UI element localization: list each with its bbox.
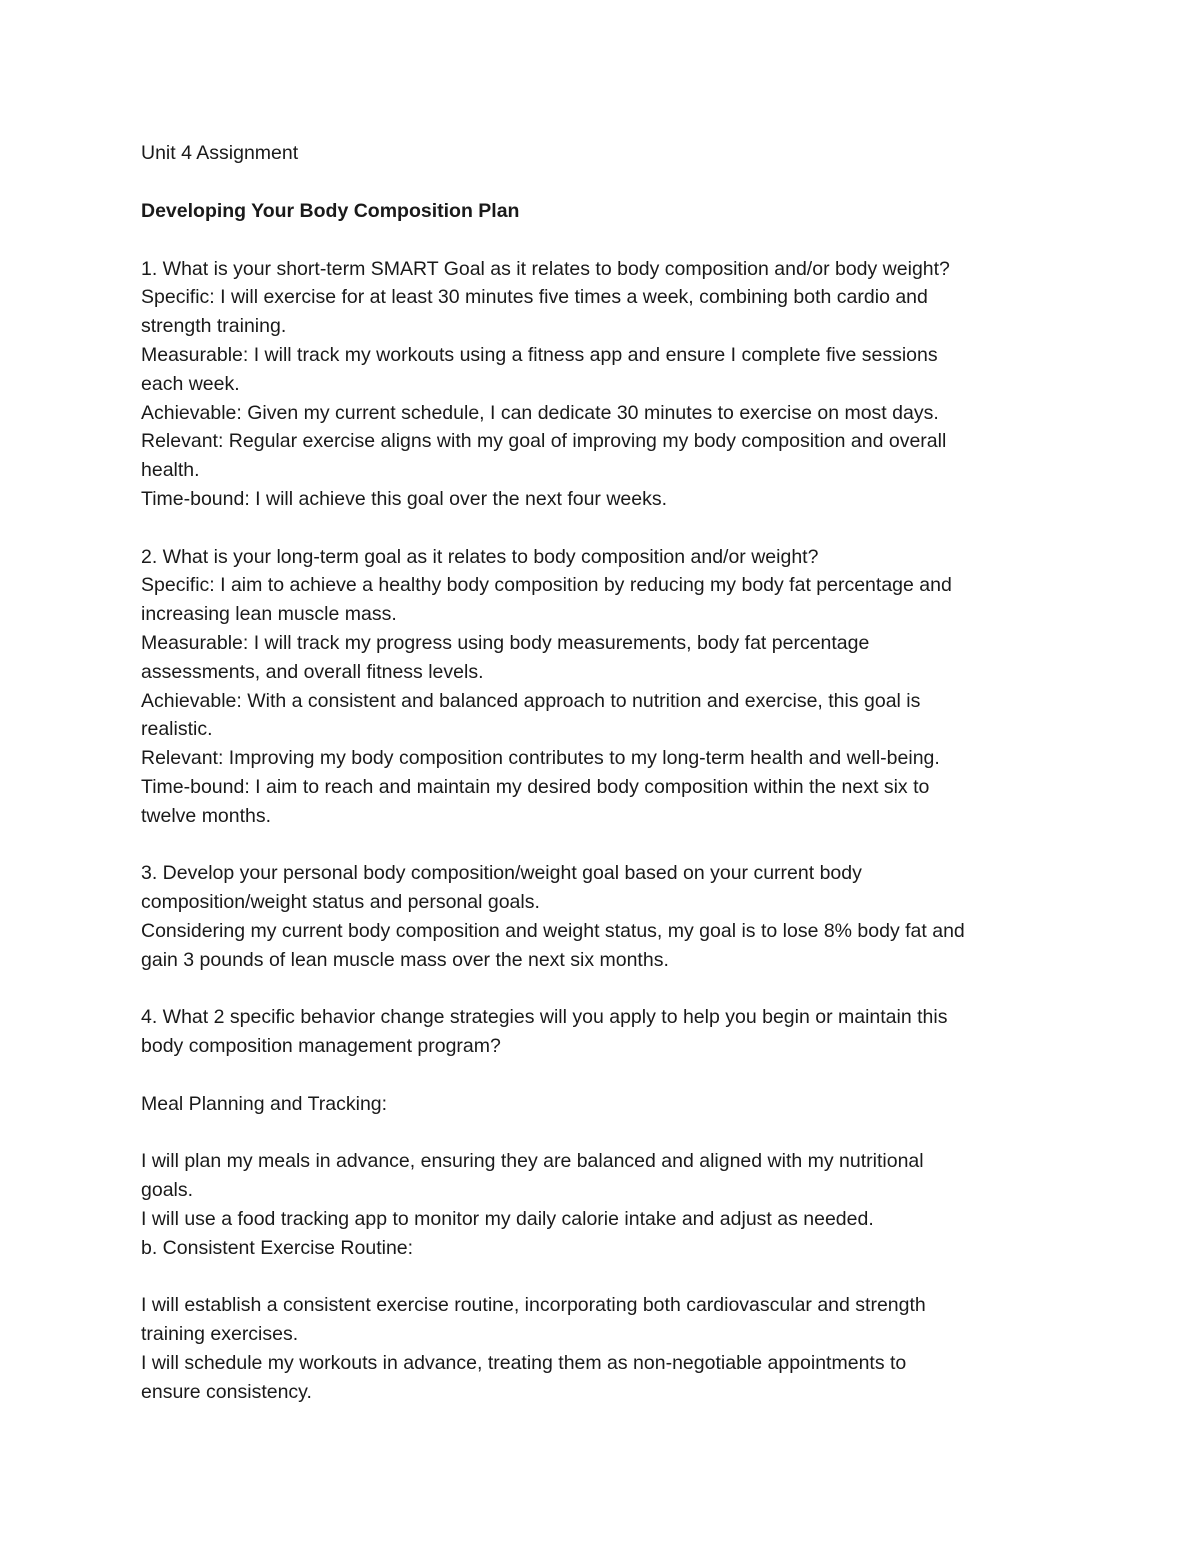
text-line: b. Consistent Exercise Routine:: [141, 1236, 414, 1259]
text-line: Relevant: Improving my body composition contributes to my long-term health and well-being.: [141, 747, 940, 770]
blank-line: [141, 514, 1061, 543]
text-line: Measurable: I will track my progress using body measurements, body fat percentage: [141, 631, 870, 654]
text-line: Relevant: Regular exercise aligns with my goal of improving my body composition and overall: [141, 430, 947, 453]
text-line: Time-bound: I aim to reach and maintain my desired body composition within the next six to: [141, 775, 930, 798]
text-line: 1. What is your short-term SMART Goal as it relates to body composition and/or body weight?: [141, 257, 950, 280]
text-line: Considering my current body composition and weight status, my goal is to lose 8% body fat and: [141, 919, 965, 942]
text-line: each week.: [141, 372, 240, 395]
blank-line: [141, 831, 1061, 860]
text-line: training exercises.: [141, 1323, 299, 1346]
text-line: ensure consistency.: [141, 1380, 312, 1403]
text-line: I will establish a consistent exercise routine, incorporating both cardiovascular and strength: [141, 1294, 926, 1317]
text-line: I will plan my meals in advance, ensuring they are balanced and aligned with my nutritional: [141, 1150, 924, 1173]
text-line: 4. What 2 specific behavior change strategies will you apply to help you begin or maintain this: [141, 1006, 948, 1029]
text-line: 3. Develop your personal body composition/weight goal based on your current body: [141, 862, 862, 885]
blank-line: [141, 1061, 1061, 1090]
document-title: Developing Your Body Composition Plan: [141, 199, 520, 222]
text-line: increasing lean muscle mass.: [141, 603, 397, 626]
blank-line: [141, 1262, 1061, 1291]
text-line: I will use a food tracking app to monitor my daily calorie intake and adjust as needed.: [141, 1207, 874, 1230]
text-line: realistic.: [141, 718, 213, 741]
text-line: Achievable: With a consistent and balanced approach to nutrition and exercise, this goal is: [141, 689, 921, 712]
text-line: twelve months.: [141, 804, 272, 827]
text-line: gain 3 pounds of lean muscle mass over the next six months.: [141, 948, 669, 971]
text-line: 2. What is your long-term goal as it relates to body composition and/or weight?: [141, 545, 819, 568]
text-line: Specific: I will exercise for at least 30 minutes five times a week, combining both cardio and: [141, 286, 928, 309]
text-line: Achievable: Given my current schedule, I can dedicate 30 minutes to exercise on most days.: [141, 401, 939, 424]
text-line: health.: [141, 459, 200, 482]
text-line: assessments, and overall fitness levels.: [141, 660, 484, 683]
text-line: Specific: I aim to achieve a healthy body composition by reducing my body fat percentage and: [141, 574, 952, 597]
text-line: composition/weight status and personal goals.: [141, 891, 540, 914]
blank-line: [141, 975, 1061, 1004]
document-page: [141, 139, 1061, 1406]
document-body: [141, 255, 1061, 1407]
text-line: body composition management program?: [141, 1035, 501, 1058]
text-line: Time-bound: I will achieve this goal over the next four weeks.: [141, 487, 668, 510]
text-line: strength training.: [141, 315, 287, 338]
text-line: Meal Planning and Tracking:: [141, 1092, 388, 1115]
blank-line: [141, 1119, 1061, 1148]
assignment-label: Unit 4 Assignment: [141, 142, 299, 164]
text-line: goals.: [141, 1179, 194, 1202]
text-line: Measurable: I will track my workouts using a fitness app and ensure I complete five sessions: [141, 343, 938, 366]
text-line: I will schedule my workouts in advance, treating them as non-negotiable appointments to: [141, 1351, 907, 1374]
